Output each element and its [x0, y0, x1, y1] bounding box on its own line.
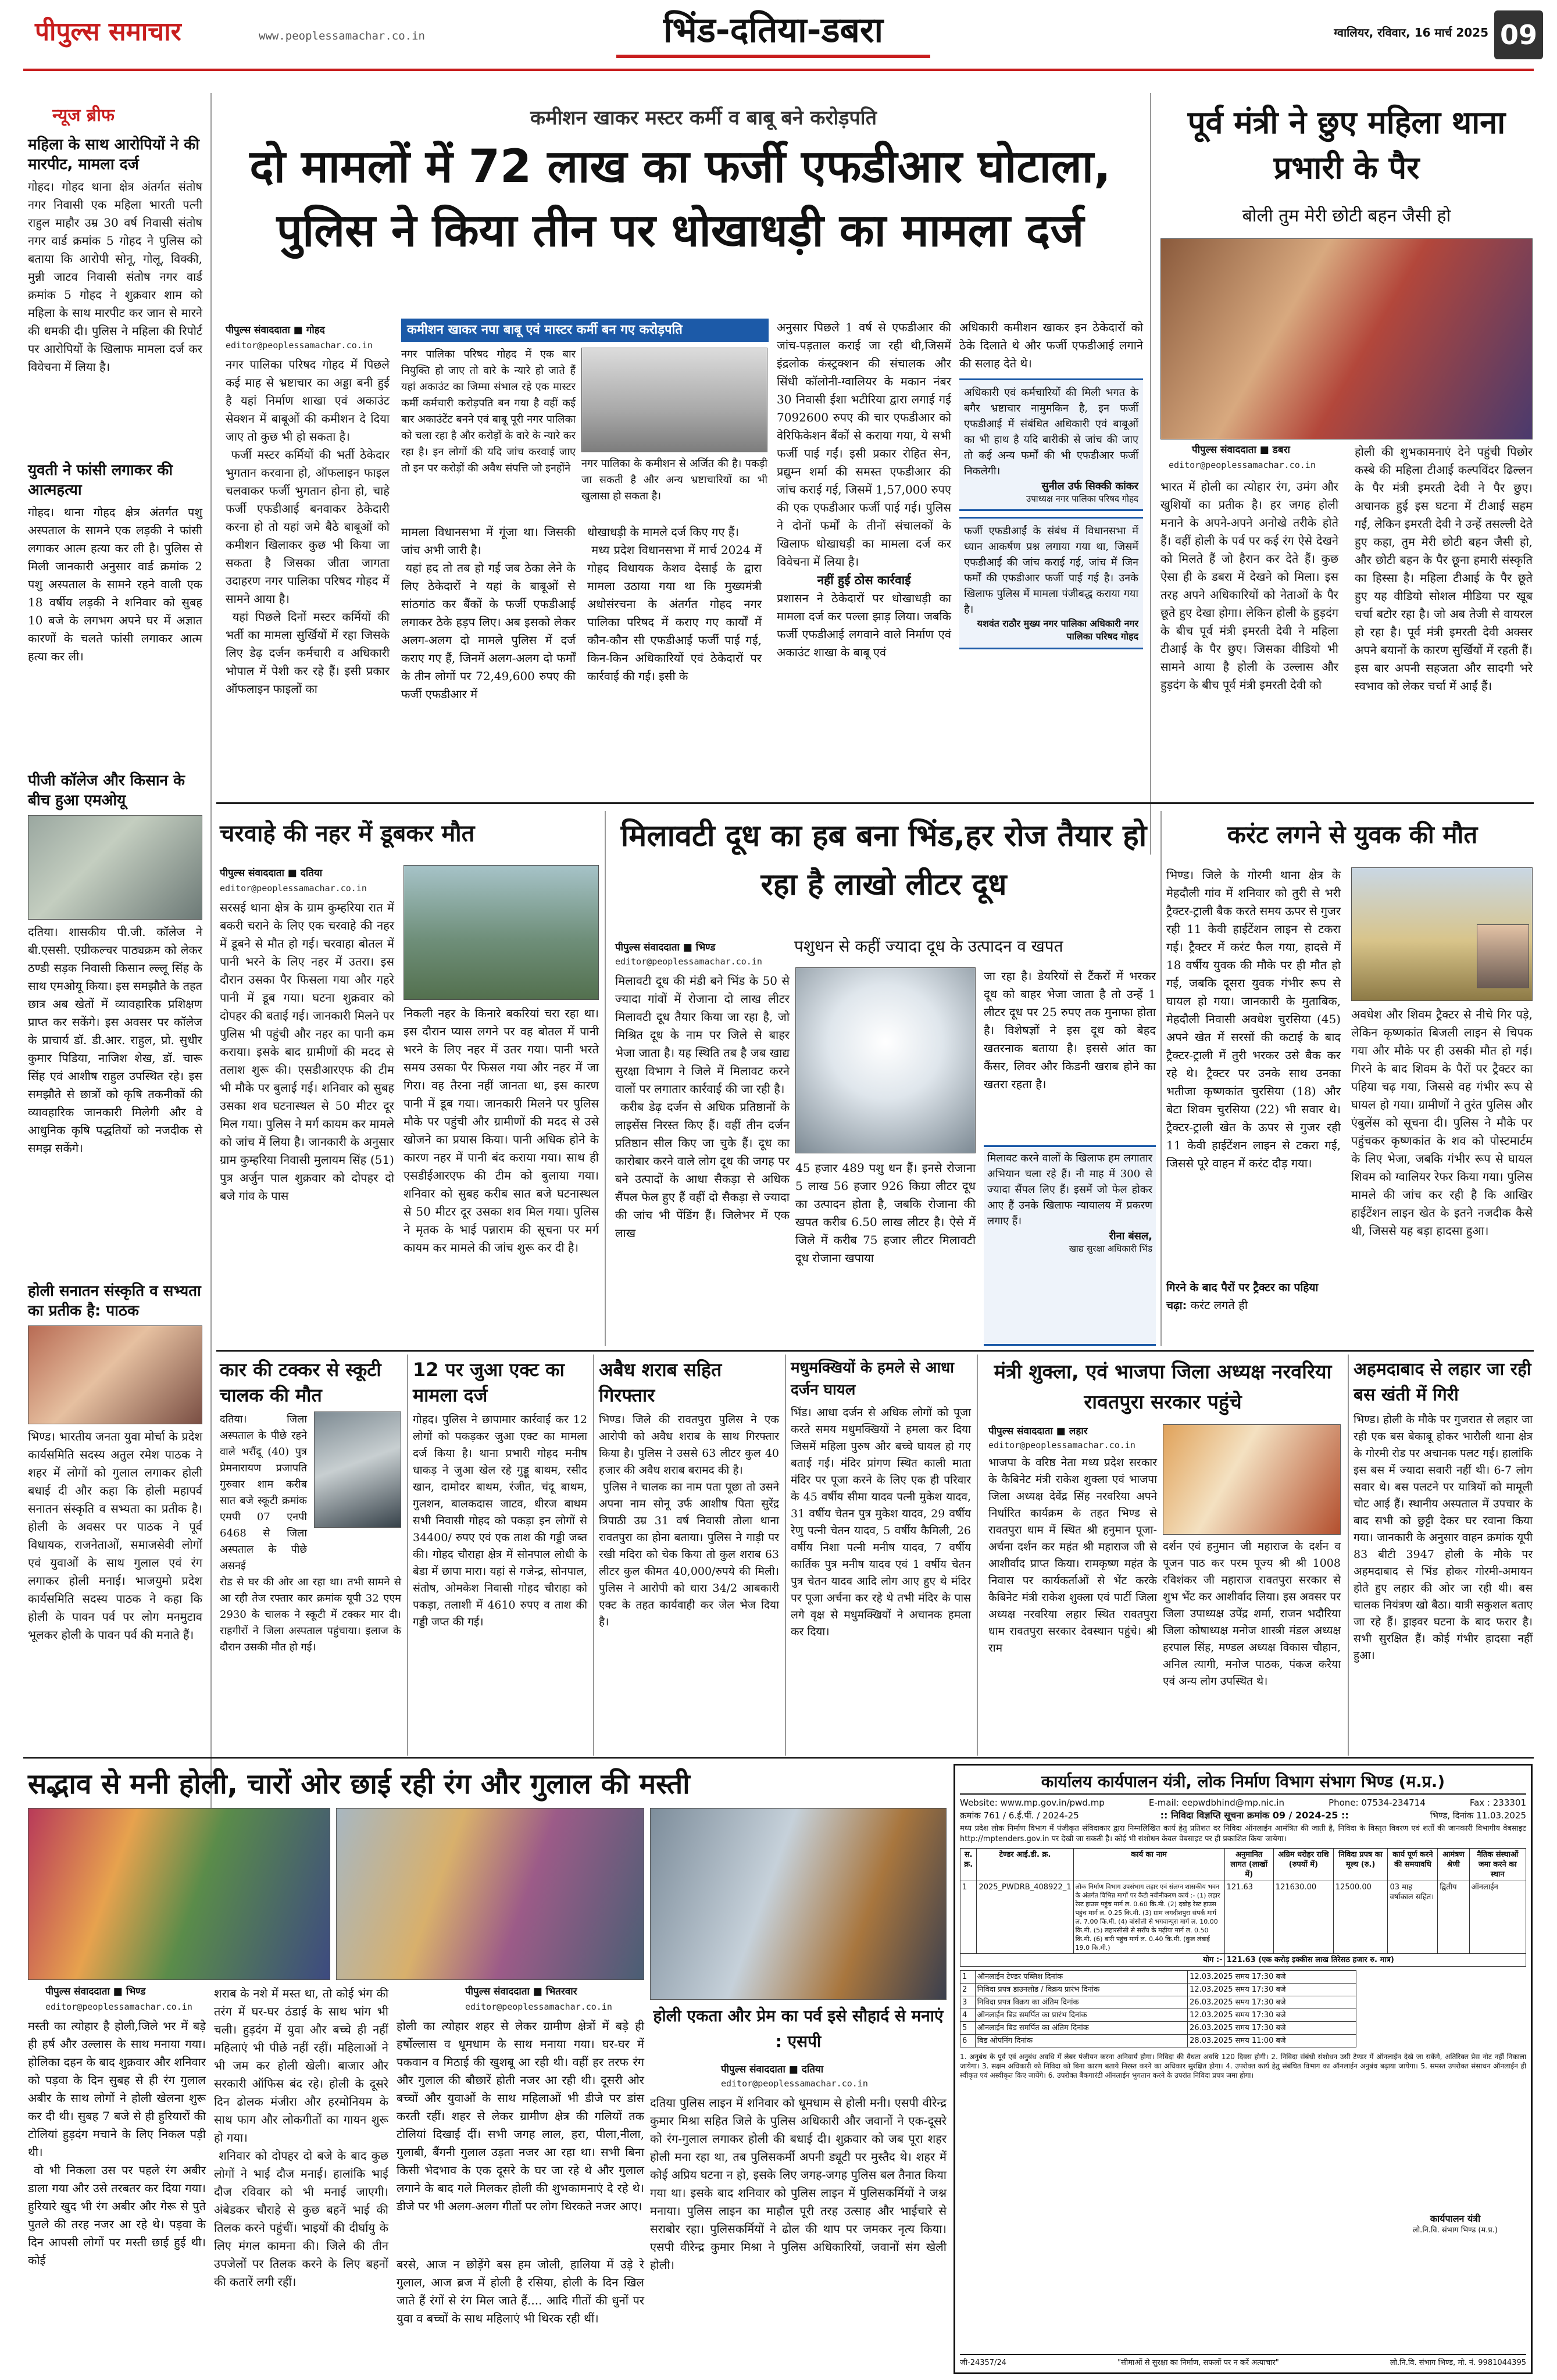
tender-schedule-row: 6 बिड ओपनिंग दिनांक 28.03.2025 समय 11:00 बजे — [960, 2035, 1356, 2047]
newsbrief-2-body: गोहद। थाना गोहद क्षेत्र अंतर्गत पशु अस्पताल के सामने एक लड़की ने फांसी लगाकर आत्म हत्या कर ली है। पुलिस से मिली जानकारी अनुसार वार्ड क्रमांक 2 पशु अस्पताल के सामने रहने वाली एक 18 वर्षीय लड़की ने शनिवार को सुबह 10 बजे के लगभग अपने घर में अज्ञात कारणों के चलते फांसी लगाकर आत्म हत्या कर ली। — [28, 505, 206, 663]
holi-col-3: होली का त्योहार शहर से लेकर ग्रामीण क्षेत्रों में बड़े ही हर्षोल्लास व धूमधाम के साथ मनाया गया। घर-घर में पकवान व मिठाई की खुशबू आ रही थी। वहीं हर तरफ रंग और गुलाल की बौछारें होती नजर आ रही थी। दूसरी ओर बच्चों और युवाओं के साथ महिलाओं भी डीजे पर डांस करती रहीं। शहर से लेकर ग्रामीण क्षेत्र की गलियों तक टोलियां दिखाई दीं। सभी जगह लाल, हरा, पीला,नीला, गुलाबी, बैंगनी गुलाल उड़ता नजर आ रहा था। सभी बिना किसी भेदभाव के एक दूसरे के घर जा रहे थे और गुलाल लगाने के बाद गले मिलकर होली की शुभकामनाएं दे रहे थे। डीजे पर भी अलग-अलग गीतों पर लोग थिरकते नजर आए। — [397, 2019, 644, 2213]
newsbrief-3-title: पीजी कॉलेज और किसान के बीच हुआ एमओयू — [28, 772, 185, 809]
newsbrief-story-1 — [28, 135, 206, 460]
tender-cell: 121630.00 — [1273, 1881, 1333, 1954]
milk-byline: पीपुल्स संवाददाता ■ भिण्ड — [615, 942, 716, 953]
milk-col-1: मिलावटी दूध की मंडी बने भिंड के 50 से ज्यादा गांवों में रोजाना दो लाख लीटर मिलावटी दूध तैयार किया जा रहा है, जो मिश्रित दूध के नाम पर जिले से बाहर भेजा जाता है। यह स्थिति तब है जब खाद्य सुरक्षा विभाग ने जिले में मिलावट करने वालों पर लगातार कार्रवाई की जा रही है। करीब डेढ़ दर्जन से अधिक प्रतिष्ठानों के लाइसेंस निरस्त किए हैं। वहीं तीन दर्जन प्रतिष्ठान सील किए जा चुके हैं। दूध का कारोबार करने वाले लोग दूध की जगह पर बने उत्पादों के आधा सैकड़ा से अधिक सैंपल फेल हुए हैं वहीं दो सैकड़ा से ज्यादा की जांच भी पेंडिंग हैं। जिलेभर में एक लाख — [615, 974, 790, 1240]
lead-col-2c: मामला विधानसभा में गूंजा था। जिसकी जांच अभी जारी है। यहां हद तो तब हो गई जब ठेका लेने के लिए ठेकेदारों ने यहां के बाबूओं से सांठगांठ कर बैंकों के फर्जी एफडीआई लगाकर ठेके हड़प लिए। अब इसको लेकर अलग-अलग दो मामले पुलिस में दर्ज कराए गए हैं, जिनमें अलग-अलग दो फर्मों के तीन लोगों पर 72,49,600 रुपए की फर्जी एफडीआर में — [401, 525, 576, 701]
page-number: 09 — [1494, 10, 1543, 59]
newsbrief-story-2 — [28, 460, 206, 774]
lead-col-5-wrap — [959, 319, 1147, 853]
milk-photo — [795, 967, 976, 1153]
lead-kicker: कमीशन खाकर मस्टर कर्मी व बाबू बने करोड़पति — [530, 106, 877, 130]
minister-col-1: भारत में होली का त्योहार रंग, उमंग और खुशियों का प्रतीक है। हर जगह होली मनाने के अपने-अपने अनोखे तरीके होते हैं। वहीं होली के पर्व पर कई रंग ऐसे देखने को मिलते हैं जो हैरान कर देते हैं। कुछ ऐसा ही के डबरा में देखने को मिला। इस तरह अपने अधिकारियों को नेताओं के पैर छूते हुए देखा होगा। लेकिन होली के हुड़दंग के बीच पूर्व मंत्री इमरती देवी ने महिला टीआई के पैर छुए। जिसका वीडियो भी सामने आया है होली के उल्लास और हुड़दंग के बीच पूर्व मंत्री इमरती देवी को — [1160, 480, 1342, 692]
lead-col-5: अधिकारी कमीशन खाकर इन ठेकेदारों को ठेके दिलाते थे और फर्जी एफडीआई लगाने की सलाह देते थे। — [959, 320, 1147, 370]
holi-byline-1: पीपुल्स संवाददाता ■ भिण्ड — [45, 1986, 146, 1997]
ahmedabad-headline: अहमदाबाद से लहार जा रही बस खंती में गिरी — [1354, 1359, 1531, 1405]
lead-col-3: धोखाधड़ी के मामले दर्ज किए गए हैं। मध्य प्रदेश विधानसभा में मार्च 2024 में गोहद विधायक केशव देसाई के द्वारा मामला उठाया गया था कि मुख्यमंत्री अधोसंरचना के अंतर्गत गोहद नगर पालिका परिषद में कराए गए कार्यों में कौन-कौन सी एफडीआई फर्जी पाई गई, किन-किन अधिकारियों एवं ठेकेदारों पर कार्रवाई की गई। इसी के — [587, 525, 762, 683]
minister-headline: पूर्व मंत्री ने छुए महिला थाना प्रभारी के पैर — [1187, 104, 1506, 186]
holi-col-2: शराब के नशे में मस्त था, तो कोई भंग की तरंग में घर-घर ठंडाई के साथ भांग भी चली। हुड़दंग में युवा और बच्चे ही नहीं महिलाएं भी पीछे नहीं रहीं। महिलाओं ने भी जम कर होली खेली। बाजार और सरकारी ऑफिस बंद रहे। होली के दूसरे दिन ढोलक मंजीरा और हरमोनियम के साथ फाग और लोकगीतों का गायन शुरू हो गया। शनिवार को दोपहर दो बजे के बाद कुछ लोगों ने भाई दौज मनाई। हालांकि भाई दौज रविवार को भी मनाई जाएगी। अंबेडकर चौराहे से कुछ बहनें भाई की तिलक करने पहुंचीं। भाइयों की दीर्घायु के लिए मंगल कामना की। जिले की तीन उपजेलों पर तिलक करने के लिए बहनों की कतारें लगी रहीं। — [214, 1986, 388, 2289]
holi-email-2[interactable]: editor@peoplessamachar.co.in — [465, 2002, 612, 2012]
holi-byline-2: पीपुल्स संवाददाता ■ भितरवार — [465, 1986, 577, 1997]
liquor-headline: अबैध शराब सहित गिरफ्तार — [599, 1359, 722, 1406]
brand-logo: पीपुल्स समाचार — [35, 17, 181, 47]
holi-sp-headline: होली एकता और प्रेम का पर्व इसे सौहार्द से मनाएं : एसपी — [653, 2006, 944, 2051]
shepherd-col-1: सरसई थाना क्षेत्र के ग्राम कुम्हरिया रात में बकरी चराने के लिए एक चरवाहे की नहर में डूबने से मौत हो गई। चरवाहा बोतल में पानी भरने के लिए नहर में उतरा। इस दौरान उसका पैर फिसला गया और गहरे पानी में डूब गया। घटना शुक्रवार को दोपहर की बताई गई। जानकारी मिलने पर पुलिस भी पहुंची और नहर का पानी कम कराया। इसके बाद ग्रामीणों की मदद से तलाश शुरू की। एसडीआरएफ की टीम भी मौके पर बुलाई गई। शनिवार को सुबह उसका शव घटनास्थल से 50 मीटर दूर मिल गया। पुलिस ने मर्ग कायम कर मामले को जांच में लिया है। जानकारी के अनुसार ग्राम कुम्हरिया निवासी मुलायम सिंह (51) पुत्र अर्जुन पाल शुक्रवार को दोपहर दो बजे गांव के पास — [220, 900, 398, 1203]
milk-deck: पशुधन से कहीं ज्यादा दूध के उत्पादन व खपत — [794, 937, 1063, 956]
holi-photo-bhitarwar — [336, 1808, 644, 1980]
milk-col-2b: जा रहा है। डेयरियों से टैंकरों में भरकर दूध को बाहर भेजा जाता है तो उन्हें 1 लीटर दूध पर 25 रुपए तक मुनाफा होता है। विशेषज्ञों ने इस दूध को बेहद खतरनाक बताया है। इससे आंत का कैंसर, लिवर और किडनी खराब होने का खतरा रहता है। — [984, 969, 1160, 1091]
tender-schedule-row: 3 निविदा प्रपत्र विक्रय का अंतिम दिनांक 26.03.2025 समय 17:30 बजे — [960, 1996, 1356, 2009]
tender-col-header: अग्रिम धरोहर राशि (रुपयों में) — [1273, 1849, 1333, 1881]
masthead-rule — [23, 69, 1534, 71]
tender-schedule-row: 5 ऑनलाईन बिड समर्पित का अंतिम दिनांक 26.03.2025 समय 17:30 बजे — [960, 2022, 1356, 2035]
lead-sidebar-title: कमीशन खाकर नपा बाबू एवं मास्टर कर्मी बन गए करोड़पति — [401, 319, 769, 342]
tender-fax: Fax : 233301 — [1469, 1797, 1526, 1808]
car-story — [220, 1357, 405, 1764]
tender-cell: 121.63 — [1224, 1881, 1273, 1954]
tender-notice — [954, 1764, 1533, 2374]
tender-signature — [1385, 2213, 1525, 2236]
lead-col-2a: नगर पालिका परिषद गोहद में एक बार नियुक्ति हो जाए तो वारे के न्यारे हो जाते हैं यहां अकाउंट का जिम्मा संभाल रहे एक मास्टर कर्मी कर्मचारी करोड़पति बन गया है वहीं कई बार अकाउंटेंट बनने एवं बाबू पूरी नगर पालिका को चला रहा है और करोड़ों के वारे के न्यारे कर रहा है। इन लोगों की यदि जांच करवाई जाए तो इन पर करोड़ों की अवैध संपत्ति जो इनहोंने — [401, 348, 579, 474]
tender-notice-no: :: निविदा विज्ञप्ति सूचना क्रमांक 09 / 2024-25 :: — [1160, 1810, 1349, 1821]
lead-col-4: अनुसार पिछले 1 वर्ष से एफडीआर की जांच-पड़ताल कराई जा रही थी,जिसमें इंद्रलोक कंस्ट्रक्शन की संचालक और सिंधी कॉलोनी-ग्वालियर के मकान नंबर 30 निवासी ईशा भटीरिया द्वारा लगाई गई 7092600 रुपए की चार एफडीआर को वेरिफिकेशन बैंकों से कराया गया, ये सभी फर्जी पाई गईं। इसी प्रकार रोहित सेन, प्रद्युम्न शर्मा की समस्त एफडीआर की जांच कराई गई, जिसमें 1,57,000 रुपए की एक एफडीआर फर्जी पाई गई। पुलिस ने दोनों फर्मों के तीनों संचालकों के खिलाफ धोखाधड़ी का मामला दर्ज कर विवेचना में लिया है। — [777, 320, 955, 569]
milk-email[interactable]: editor@peoplessamachar.co.in — [615, 956, 762, 967]
gamble-story — [413, 1357, 591, 1764]
section-rule-2 — [216, 1350, 1534, 1352]
shukla-email[interactable]: editor@peoplessamachar.co.in — [988, 1440, 1135, 1450]
newsbrief-4-title: होली सनातन संस्कृति व सभ्यता का प्रतीक है: पाठक — [28, 1282, 201, 1320]
minister-deck: बोली तुम मेरी छोटी बहन जैसी हो — [1242, 206, 1451, 226]
bees-body: भिंड। आधा दर्जन से अधिक लोगों को पूजा करते समय मधुमक्खियों ने हमला कर दिया जिसमें महिला पुरुष और बच्चे घायल हो गए बताई गई। मंदिर प्रांगण स्थित काली माता मंदिर पर पूजा करने के लिए एक ही परिवार के 45 वर्षीय सीमा यादव पत्नी मुकेश यादव, 31 वर्षीय चेतन पुत्र मुकेश यादव, 29 वर्षीय रेणु पत्नी चेतन यादव, 5 वर्षीय कैमिली, 26 वर्षीय निशा पत्नी मनीष यादव, 7 वर्षीय कार्तिक पुत्र मनीष यादव एवं 1 वर्षीय चेतन पुत्र चेतन यादव आदि लोग आए हुए थे मंदिर पर पूजा अर्चना कर रहे थे तभी मंदिर के पास लगे वृक्ष से मधुमक्खियों ने अचानक हमला कर दिया। — [791, 1406, 975, 1638]
minister-byline: पीपुल्स संवाददाता ■ डबरा — [1192, 444, 1290, 456]
liquor-body: भिण्ड। जिले की रावतपुरा पुलिस ने एक आरोपी को अवैध शराब के साथ गिरफ्तार किया है। पुलिस ने उससे 63 लीटर कुल 40 हजार की अवैध शराब बरामद की है। पुलिस ने चालक का नाम पता पूछा तो उसने अपना नाम सोनू उर्फ आशीष पिता सुरेंद्र त्रिपाठी उम्र 31 वर्ष निवासी तोला थाना रावतपुरा का होना बताया। पुलिस ने गाड़ी पर रखी मदिरा को चेक किया तो कुल शराब 63 लीटर कुल कीमत 40,000/रुपये की मिली। पुलिस ने आरोपी को धारा 34/2 आबकारी एक्ट के तहत कार्यवाही कर जेल भेज दिया है। — [599, 1413, 779, 1628]
brand-url[interactable]: www.peoplessamachar.co.in — [259, 30, 425, 42]
shepherd-byline: पीपुल्स संवाददाता ■ दतिया — [220, 867, 323, 879]
tender-sign-sub: लो.नि.वि. संभाग भिण्ड (म.प्र.) — [1413, 2226, 1498, 2235]
tender-footer-contact: लो.नि.वि. संभाग भिण्ड, मो. नं. 9981044395 — [1390, 2358, 1526, 2367]
holi-email-3[interactable]: editor@peoplessamachar.co.in — [721, 2078, 868, 2089]
bees-headline: मधुमक्खियों के हमले से आधा दर्जन घायल — [791, 1359, 954, 1399]
shukla-col-2: दर्शन एवं हनुमान जी महाराज के दर्शन व पूजन पाठ कर परम पूज्य श्री श्री 1008 रविशंकर जी महाराज रावतपुरा सरकार से शुभ भेंट कर आशीर्वाद लिया। इस अवसर पर जिला उपाध्यक्ष उपेंद्र शर्मा, राजन भदौरिया जिला कोषाध्यक्ष मनोज शास्त्री मंडल अध्यक्ष हरपाल सिंह, मण्डल अध्यक्ष विकास चौहान, अनिल त्यागी, मनोज पाठक, पंकज करैया एवं अन्य लोग उपस्थित थे। — [1163, 1540, 1345, 1688]
lead-col-4b: प्रशासन ने ठेकेदारों पर धोखाधड़ी का मामला दर्ज कर पल्ला झाड़ लिया। जबकि फर्जी एफडीआई लगवाने वाले निर्माण एवं अकाउंट शाखा के बाबू एवं — [777, 591, 955, 659]
tender-schedule-row: 2 निविदा प्रपत्र डाउनलोड / विक्रय प्रारंभ दिनांक 12.03.2025 समय 17:30 बजे — [960, 1984, 1356, 1996]
scooter-photo — [314, 1411, 401, 1528]
mou-photo — [28, 815, 202, 920]
tender-cell: ऑनलाईन — [1469, 1881, 1526, 1954]
tender-sign-title: कार्यपालन यंत्री — [1430, 2213, 1481, 2224]
tender-intro: मध्य प्रदेश लोक निर्माण विभाग में पंजीकृत संविदाकार द्वारा निम्नलिखित कार्य हेतु प्रतिशत दर निविदा ऑनलाईन आमंत्रित की जाती है, निविदा के विस्तृत विवरण एवं शर्तों की जानकारी विभागीय वेबसाइट http://mptenders.gov.in पर देखी जा सकती है। कोई भी संशोधन केवल वेबसाइट पर ही प्रकाशित किया जायेगा। — [960, 1824, 1526, 1843]
current-subtail: करंट लगते ही — [1187, 1298, 1248, 1312]
tender-col-header: टेण्डर आई.डी. क्र. — [977, 1849, 1073, 1881]
bees-story — [791, 1357, 975, 1764]
milk-quote — [984, 1145, 1156, 1346]
tender-ref-row — [960, 1810, 1526, 1821]
holi-col-4: बरसे, आज न छोड़ेंगे बस हम जोली, हालिया में उड़े रे गुलाल, आज ब्रज में होली है रसिया, होली के दिन खिल जाते हैं रंगों से रंग मिल जाते हैं.... आदि गीतों की धुनों पर युवा व बच्चों के साथ महिलाएं भी थिरक रही थीं। — [397, 2257, 648, 2325]
holi-byline-3: पीपुल्स संवाददाता ■ दतिया — [721, 2064, 824, 2075]
tender-title: कार्यालय कार्यपालन यंत्री, लोक निर्माण विभाग संभाग भिण्ड (म.प्र.) — [960, 1770, 1526, 1795]
liquor-story — [599, 1357, 779, 1764]
gamble-divider — [593, 1355, 594, 1756]
tender-phone: Phone: 07534-234714 — [1329, 1797, 1426, 1808]
car-body-1: दतिया। जिला अस्पताल के पीछे रहने वाले भरौंदू (40) पुत्र प्रेमनारायण प्रजापति गुरुवार शाम करीब सात बजे स्कूटी क्रमांक एमपी 07 एनपी 6468 से जिला अस्पताल के पीछे असनई — [220, 1413, 310, 1572]
gamble-body: गोहद। पुलिस ने छापामार कार्रवाई कर 12 लोगों को पकड़कर जुआ एक्ट का मामला दर्ज किया है। थाना प्रभारी गोहद मनीष धाकड़ ने जुआ खेल रहे गुड्डू बाथम, रसीद खान, दामोदर बाथम, रंजीत, चंदू बाथम, गुलशन, बालकदास जाटव, धीरज बाथम सभी निवासी गोहद को पकड़ा इन लोगों से 34400/ रुपए एवं एक ताश की गड्डी जब्त की। गोहद चौराहा क्षेत्र में सोनपाल लोधी के बेडा में छापा मारा। यहां से गजेन्द्र, सोनपाल, संतोष, ओमकेश निवासी गोहद चौराहा को पकड़ा, तलाशी में 4610 रुपए व ताश की गड्डी जप्त की गई। — [413, 1413, 591, 1628]
tender-cell: 03 माह वर्षाकाल सहित। — [1388, 1881, 1438, 1954]
milk-quote-text: मिलावट करने वालों के खिलाफ हम लगातार अभियान चला रहे हैं। नौ माह में 300 से ज्यादा सैंपल लिए हैं। इसमें जो फेल होकर आए हैं उनके खिलाफ न्यायालय में प्रकरण लगाए हैं। — [987, 1152, 1156, 1227]
lead-quote-2 — [959, 517, 1143, 649]
tender-footer-slogan: "सीमाओं से सुरक्षा का निर्माण, सफलों पर न करें अत्याचार" — [1117, 2358, 1279, 2367]
tender-cell: 12500.00 — [1333, 1881, 1388, 1954]
tender-cell: 1 — [960, 1881, 977, 1954]
milk-divider — [1160, 811, 1162, 1346]
holi-banner: सद्भाव से मनी होली, चारों ओर छाई रही रंग और गुलाल की मस्ती — [28, 1768, 690, 1800]
canal-photo — [403, 865, 599, 1000]
newsbrief-1-title: महिला के साथ आरोपियों ने की मारपीट, मामला दर्ज — [28, 136, 199, 173]
tender-table — [960, 1848, 1526, 1967]
current-col-1: भिण्ड। जिले के गोरमी थाना क्षेत्र के मेहदौली गांव में शनिवार को तुरी से भरी ट्रैक्टर-ट्राली बैक करते समय ऊपर से गुजर रही 11 केवी हाईटेंशन लाइन से टकरा गई। ट्रैक्टर में करंट फैल गया, हादसे में 18 वर्षीय युवक की मौके पर ही मौत हो गई, जबकि दूसरा युवक गंभीर रूप से घायल हो गया। जानकारी के मुताबिक, मेहदौली निवासी अवधेश चुरसिया (45) अपने खेत में सरसों की कटाई के बाद ट्रैक्टर-ट्राली में तुरी भरकर उसे बैक कर रहे थे। ट्रैक्टर पर उनके साथ उनका भतीजा कृष्णकांत चुरसिया (18) और बेटा शिवम चुरसिया (22) भी सवार थे। ट्रैक्टर-ट्राली खेत के ऊपर से गुजर रही 11 केवी हाईटेंशन लाइन से टकरा गई, जिससे पूरे वाहन में करंट दौड़ गया। — [1166, 868, 1345, 1170]
ahmedabad-body: भिण्ड। होली के मौके पर गुजरात से लहार जा रही एक बस बेकाबू होकर भारौली थाना क्षेत्र के गोरमी रोड पर अचानक पलट गई। हालांकि इस बस में ज्यादा सवारी नहीं थी। 6-7 लोग सवार थे। बस पलटने पर यात्रियों को मामूली चोट आई हैं। स्थानीय अस्पताल में उपचार के बाद सभी को छुट्टी देकर घर रवाना किया गया। जानकारी के अनुसार वाहन क्रमांक यूपी 83 बीटी 3947 होली के मौके पर अहमदाबाद से भिंड होकर गोरमी-अमायन होते हुए लहार की ओर जा रही थी। बस चालक नियंत्रण खो बैठा। यात्री सकुशल बताए जा रहे हैं। ड्राइवर घटना के बाद फरार है। सभी सुरक्षित हैं। कोई गंभीर हादसा नहीं हुआ। — [1354, 1413, 1537, 1662]
tender-email[interactable]: E-mail: eepwdbhind@mp.nic.in — [1148, 1797, 1285, 1808]
lead-col-4-wrap — [777, 319, 955, 853]
current-subhead: गिरने के बाद पैरों पर ट्रैक्टर का पहिया चढ़ा: — [1166, 1281, 1319, 1312]
car-divider — [407, 1355, 408, 1756]
current-portrait — [1477, 924, 1529, 988]
holi-email-1[interactable]: editor@peoplessamachar.co.in — [45, 2002, 192, 2012]
tender-col-header: स. क्र. — [960, 1849, 977, 1881]
milk-headline: मिलावटी दूध का हब बना भिंड,हर रोज तैयार हो रहा है लाखो लीटर दूध — [620, 819, 1147, 902]
lead-quote-2-by: यशवंत राठौर मुख्य नगर पालिका अधिकारी नगर पालिका परिषद गोहद — [977, 618, 1138, 642]
milk-quote-by: रीना बंसल, — [1109, 1230, 1152, 1242]
holi-col-5: दतिया पुलिस लाइन में शनिवार को धूमधाम से होली मनी। एसपी वीरेन्द्र कुमार मिश्रा सहित जिले के पुलिस अधिकारी और जवानों ने एक-दूसरे को रंग-गुलाल लगाकर होली की बधाई दी। शुक्रवार को जब पूरा शहर होली मना रहा था, तब पुलिसकर्मी अपनी ड्यूटी पर मुस्तैद थे। शहर में कोई अप्रिय घटना न हो, इसके लिए जगह-जगह पुलिस बल तैनात किया गया था। इसके बाद शनिवार को पुलिस लाइन में पुलिसकर्मियों ने जश्न मनाया। पुलिस लाइन का माहौल पूरी तरह उत्साह और भाईचारे से सराबोर रहा। पुलिसकर्मियों ने ढोल की थाप पर जमकर नृत्य किया। एसपी वीरेन्द्र कुमार मिश्रा ने पुलिस अधिकारियों, जवानों संग खेली होली। — [650, 2096, 951, 2272]
lead-col-1: नगर पालिका परिषद गोहद में पिछले कई माह से भ्रष्टाचार का अड्डा बनी हुई है यहां निर्माण शाखा एवं अकाउंट सेक्शन में बाबूओं की कमीशन दे दिया जाए तो कुछ भी हो सकता है। फर्जी मस्टर कर्मियों की भर्ती ठेकेदार भुगतान करवाना हो, ऑफलाइन फाइल चलवाकर फर्जी भुगतान होना हो, चाहे फर्जी एफडीआई बनवाकर ठेकेदारी करना हो तो यहां जमे बैठे बाबूओं को कमीशन खिलाकर कुछ भी किया जा सकता है जिसका जीता जागता उदाहरण नगर पालिका परिषद गोहद में सामने आया है। यहां पिछले दिनों मस्टर कर्मियों की भर्ती का मामला सुर्खियों में रहा जिसके लिए डेढ़ दर्जन कर्मचारी व अधिकारी भोपाल में पेशी कर रहे हैं। इसी प्रकार ऑफलाइन फाइलों का — [226, 358, 390, 696]
section-rule-3 — [23, 1757, 1534, 1759]
newsbrief-1-body: गोहद। गोहद थाना क्षेत्र अंतर्गत संतोष नगर निवासी एक महिला भारती पत्नी राहुल माहौर उम्र 30 वर्ष निवासी संतोष नगर वार्ड क्रमांक 5 गोहद ने पुलिस को बताया कि आरोपी सोनू, गोलू, विक्की, मुन्नी जाटव निवासी संतोष नगर वार्ड क्रमांक 5 गोहद ने शुक्रवार शाम को महिला के साथ मारपीट कर जान से मारने की धमकी दी। पुलिस ने महिला की रिपोर्ट पर आरोपियों के खिलाफ मामला दर्ज कर विवेचना में लिया है। — [28, 180, 206, 374]
dateline: ग्वालियर, रविवार, 16 मार्च 2025 — [1334, 26, 1488, 40]
tender-col-header: निविदा प्रपत्र का मूल्य (रु.) — [1333, 1849, 1388, 1881]
gamble-headline: 12 पर जुआ एक्ट का मामला दर्ज — [413, 1359, 565, 1406]
tender-schedule — [960, 1970, 1356, 2047]
tender-footer — [960, 2354, 1526, 2369]
shukla-divider — [1348, 1355, 1349, 1756]
lead-sidebar — [401, 319, 769, 516]
lead-headline: दो मामलों में 72 लाख का फर्जी एफडीआर घोटाला, पुलिस ने किया तीन पर धोखाधड़ी का मामला दर्ज — [249, 141, 1111, 257]
tender-col-header: कार्य का नाम — [1073, 1849, 1224, 1881]
holi-photo-datia — [650, 1808, 947, 2000]
section-title-box — [616, 7, 930, 58]
left-column-divider — [210, 93, 212, 1953]
tender-col-header: नैतिक संस्थाओं जमा करने का स्थान — [1469, 1849, 1526, 1881]
current-col-2: अवधेश और शिवम ट्रैक्टर से नीचे गिर पड़े, लेकिन कृष्णकांत बिजली लाइन से चिपक गया और मौके पर ही उसकी मौत हो गई। गिरने के बाद शिवम के पैरों पर ट्रैक्टर का पहिया चढ़ गया, जिससे वह गंभीर रूप से घायल हो गया। ग्रामीणों ने तुरंत पुलिस और एंबुलेंस को सूचना दी। पुलिस ने मौके पर पहुंचकर कृष्णकांत के शव को पोस्टमार्टम के लिए भेजा, जबकि गंभीर रूप से घायल शिवम को ग्वालियर रेफर किया गया। पुलिस मामले की जांच कर रही है कि आखिर हाईटेंशन लाइन खेत के इतने नजदीक कैसे थी, जिससे यह बड़ा हादसा हुआ। — [1351, 1007, 1537, 1238]
tender-schedule-row: 4 ऑनलाईन बिड समर्पित का प्रारंभ दिनांक 12.03.2025 समय 17:30 बजे — [960, 2009, 1356, 2022]
tender-cell: 2025_PWDRB_408922_1 — [977, 1881, 1073, 1954]
lead-byline: पीपुल्स संवाददाता ■ गोहद — [226, 324, 325, 336]
tender-cell: द्वितीय — [1438, 1881, 1469, 1954]
lead-col-2b: नगर पालिका के कमीशन से अर्जित की है। पकड़ी जा सकती है और अन्य भ्रष्टाचारियों का भी खुलासा हो सकता है। — [581, 458, 771, 502]
tender-schedule-row: 1 ऑनलाईन टेण्डर पब्लिश दिनांक 12.03.2025 समय 17:30 बजे — [960, 1971, 1356, 1984]
liquor-divider — [785, 1355, 786, 1756]
lead-building-photo — [581, 348, 767, 452]
shepherd-headline: चरवाहे की नहर में डूबकर मौत — [220, 820, 475, 847]
section-rule-1 — [216, 802, 1534, 804]
shepherd-divider — [605, 811, 606, 1346]
tender-total-label: योग :- — [960, 1954, 1225, 1967]
section-title: भिंड-दतिया-डबरा — [663, 10, 883, 51]
minister-col-2: होली की शुभकामनाएं देने पहुंची पिछोर कस्बे की महिला टीआई कल्पविंदर ढिल्लन के पैर मंत्री इमरती देवी ने पैर छुए। अचानक हुई इस घटना में टीआई सहम गईं, लेकिन इमरती देवी ने उन्हें तसल्ली देते हुए कहा, तुम मेरी छोटी बहन जैसी हो, और छोटी बहन के पैर छूना हमारी संस्कृति का हिस्सा है। महिला टीआई के पैर छूते हुए यह वीडियो सोशल मीडिया पर खूब चर्चा बटोर रहा है। जो अब तेजी से वायरल हो रहा है। पूर्व मंत्री इमरती देवी अक्सर अपने बयानों के कारण सुर्खियों में रहती हैं। इस बार अपनी सहजता और सादगी भरे स्वभाव को लेकर चर्चा में आईं हैं। — [1355, 445, 1537, 693]
lead-quote-1 — [959, 378, 1143, 511]
bees-divider — [977, 1355, 978, 1756]
ahmedabad-story — [1354, 1357, 1537, 1764]
tender-col-header: कार्य पूर्ण करने की समयावधि — [1388, 1849, 1438, 1881]
lead-right-divider — [1150, 93, 1151, 855]
minister-photo — [1160, 238, 1533, 439]
masthead — [0, 0, 1557, 70]
lead-email[interactable]: editor@peoplessamachar.co.in — [226, 340, 373, 351]
shukla-photo — [1163, 1424, 1341, 1535]
current-subhead-wrap — [1166, 1279, 1341, 1343]
newsbrief-3-body: दतिया। शासकीय पी.जी. कॉलेज ने बी.एससी. एग्रीकल्चर पाठ्यक्रम को लेकर ठण्डी सड़क निवासी किसान ल्ल्लू सिंह के साथ एमओयू किया। इस समझौते के तहत छात्र अब खेतों में व्यावहारिक प्रशिक्षण प्राप्त कर सकेंगे। इस अवसर पर कॉलेज के प्राचार्य डॉ. डी.आर. राहुल, प्रो. सुधीर कुमार पिडिया, नाजिश शेख, डॉ. चारू सिंह एवं आशीष राहुल उपस्थित रहे। इस समझौते से छात्रों को कृषि तकनीकों की व्यावहारिक जानकारी मिलेगी और वे आधुनिक कृषि पद्धतियों को नजदीक से समझ सकेंगे। — [28, 925, 206, 1155]
shukla-byline: पीपुल्स संवाददाता ■ लहार — [988, 1425, 1088, 1437]
tender-contact-row — [960, 1797, 1526, 1809]
tender-col-header: अनुमानित लागत (लाखों में) — [1224, 1849, 1273, 1881]
milk-col-2a: 45 हजार 489 पशु धन हैं। इनसे रोजाना 5 लाख 56 हजार 926 किग्रा लीटर दूध का उत्पादन होता है, जबकि रोजाना की खपत करीब 6.50 लाख लीटर है। ऐसे में जिले में करीब 75 हजार लीटर मिलावटी दूध रोजाना खपाया — [795, 1161, 980, 1265]
newsbrief-label: न्यूज ब्रीफ — [52, 105, 115, 126]
tender-date: भिण्ड, दिनांक 11.03.2025 — [1430, 1810, 1526, 1821]
shepherd-col-2: निकली नहर के किनारे बकरियां चरा रहा था। इस दौरान प्यास लगने पर वह बोतल में पानी भरने के लिए नहर में उतर गया। पानी भरते समय उसका पैर फिसल गया और नहर में जा गिरा। वह तैरना नहीं जानता था, इस कारण पानी में डूब गया। जानकारी मिलने पर पुलिस मौके पर पहुंची और ग्रामीणों की मदद से उसे खोजने का प्रयास किया। पानी अधिक होने के कारण नहर में पानी बंद कराया गया। साथ ही एसडीईआरएफ की टीम को बुलाया गया। शनिवार को सुबह करीब सात बजे घटनास्थल से 50 मीटर दूर उसका शव मिल गया। पुलिस ने मृतक के भाई पन्नाराम की सूचना पर मर्ग कायम कर मामले की जांच शुरू कर दी है। — [403, 1006, 603, 1255]
tender-notes: 1. अनुबंध के पूर्व एवं अनुबंध अवधि में लेबर पंजीयन करना अनिवार्य होगा। निविदा की वैधता अवधि 120 दिवस होगी। 2. निविदा संबंधी संशोधन उसी टेण्डर में ऑनलाईन देखे जा सकेंगे, अतिरिक्त प्रेस नोट नहीं निकाला जायेगा। 3. सक्षम अधिकारी को निविदा को बिना कारण बताये निरस्त करने का अधिकार सुरक्षित होगा। 4. उपरोक्त कार्य हेतु संबंधित विभाग का ऑनलाईन अनुबंध बढ़ाया जायेगा। 5. समस्त उपरोक्त संसाधन ऑनलाईन ही स्वीकृत एवं अस्वीकृत किए जायेंगे। 6. उपरोक्त बैंकगारंटी ऑनलाईन भुगतान करने के उपरांत निविदा प्रपत्र जमा होगा। — [960, 2053, 1526, 2079]
shukla-headline: मंत्री शुक्ला, एवं भाजपा जिला अध्यक्ष नरवरिया रावतपुरा सरकार पहुंचे — [994, 1360, 1332, 1414]
milk-quote-role: खाद्य सुरक्षा अधिकारी भिंड — [1069, 1243, 1152, 1254]
lead-quote-1-by: सुनील उर्फ सिक्की कांकर — [1041, 480, 1138, 492]
tender-website[interactable]: Website: www.mp.gov.in/pwd.mp — [960, 1797, 1105, 1808]
tender-ref: क्रमांक 761 / 6.ई.पीं. / 2024-25 — [960, 1810, 1079, 1821]
pathak-photo — [28, 1325, 202, 1424]
car-body-2: रोड से घर की ओर आ रहा था। तभी सामने से आ रही तेज रफ्तार कार क्रमांक यूपी 32 एएम 2930 के चालक ने स्कूटी में टक्कर मार दी। राहगीरों ने जिला अस्पताल पहुंचाया। इलाज के दौरान उसकी मौत हो गई। — [220, 1576, 405, 1653]
shukla-col-1: भाजपा के वरिष्ठ नेता मध्य प्रदेश सरकार के कैबिनेट मंत्री राकेश शुक्ला एवं भाजपा जिला अध्यक्ष देवेंद्र सिंह नरवरिया अपने निर्धारित कार्यक्रम के तहत भिण्ड से रावतपुरा धाम में स्थित श्री हनुमान पूजा-अर्चना दर्शन कर महंत श्री महाराज जी से आशीर्वाद प्राप्त किया। रामकृष्ण महंत के निवास पर कार्यकर्ताओं से भेंट करके कैबिनेट मंत्री राकेश शुक्ला एवं पार्टी जिला अध्यक्ष नरवरिया लहार स्थित रावतपुरा धाम रावतपुरा सरकार देवस्थान पहुंचे। श्री राम — [988, 1456, 1161, 1654]
current-headline: करंट लगने से युवक की मौत — [1227, 820, 1478, 849]
newsbrief-2-title: युवती ने फांसी लगाकर की आत्महत्या — [28, 462, 173, 499]
lead-sub-heading: नहीं हुई ठोस कार्रवाई — [817, 573, 911, 587]
tender-col-header: आमंत्रण श्रेणी — [1438, 1849, 1469, 1881]
minister-email[interactable]: editor@peoplessamachar.co.in — [1169, 460, 1316, 470]
holi-photo-bhind — [28, 1808, 330, 1980]
holi-col-1: मस्ती का त्योहार है होली,जिले भर में बड़े ही हर्ष और उल्लास के साथ मनाया गया। होलिका दहन के बाद शुक्रवार और शनिवार को पड़वा के दिन सुबह से ही रंग गुलाल अबीर के साथ लोगों ने होली खेलना शुरू कर दी थी। सुबह 7 बजे से ही हुरियारों की टोलियां हुड़दंग मचाने के लिए निकल पड़ी थी। वो भी निकला उस पर पहले रंग अबीर डाला गया और उसे तरबतर कर दिया गया। हुरियारे खुद भी रंग अबीर और गेरू से पुते पुतले की तरह नजर आ रहे थे। पड़वा के दिन आपसी लोगों पर मस्ती छाई हुई थी। कोई — [28, 2019, 206, 2267]
tender-footer-code: जी-24357/24 — [960, 2358, 1006, 2367]
newsbrief-story-3 — [28, 771, 206, 1294]
lead-quote-2-text: फर्जी एफडीआईं के संबंध में विधानसभा में ध्यान आकर्षण प्रश्न लगाया गया था, जिसमें एफडीआई की जांच कराई गई, जांच में जिन फर्मों की एफडीआर फर्जी पाई गई है। उनके खिलाफ पुलिस में मामला पंजीबद्ध कराया गया है। — [964, 525, 1142, 616]
newsbrief-4-body: भिण्ड। भारतीय जनता युवा मोर्चा के प्रदेश कार्यसमिति सदस्य अतुल रमेश पाठक ने शहर में लोगों को गुलाल लगाकर होली बधाई दी और कहा कि होली महापर्व सनातन संस्कृति व सभ्यता का प्रतीक है। होली के अवसर पर पाठक ने पूर्व विधायक, राजनेताओं, समाजसेवी लोगों एवं युवाओं के साथ गुलाल एवं रंग लगाकर होली मनाई। भाजयुमो प्रदेश कार्यसमिति सदस्य पाठक ने कहा कि होली के पावन पर्व पर लोग मनमुटाव भूलकर होली के पावन पर्व की मनाते हैं। — [28, 1430, 206, 1642]
shepherd-email[interactable]: editor@peoplessamachar.co.in — [220, 883, 367, 894]
lead-quote-1-text: अधिकारी एवं कर्मचारियों की मिली भगत के बगैर भ्रष्टाचार नामुमकिन है, इन फर्जी एफडीआई में संबंधित अधिकारी एवं बाबूओं का भी हाथ है यदि बारीकी से जांच की जाए तो कई अन्य फर्मों की भी एफडीआर फर्जी निकलेगी। — [964, 387, 1142, 477]
car-headline: कार की टक्कर से स्कूटी चालक की मौत — [220, 1359, 381, 1406]
tender-cell: लोक निर्माण विभाग उपसंभाग लहार एवं संलग्न शासकीय भवन के अंतर्गत विभिन्न मार्गों पर कैटी नवीनीकरण कार्य :- (1) लहार रेस्ट हाउस पहुंच मार्ग ल. 0.60 कि.मी. (2) दबोह रेस्ट हाउस पहुंच मार्ग ल. 0.25 कि.मी. (3) ग्राम जगदीशपुरा संपर्क मार्ग ल. 7.00 कि.मी. (4) बांसोली से भगवान्पुरा मार्ग ल. 10.00 कि.मी. (5) लहारसीसी से सराँय के मढ़ीया मार्ग ल. 0.50 कि.मी. (6) बारी पहुंच मार्ग ल. 0.40 कि.मी. (कुल लंबाई 19.0 कि.मी.) — [1073, 1881, 1224, 1954]
lead-quote-1-role: उपाध्यक्ष नगर पालिका परिषद गोहद — [1026, 494, 1138, 504]
tender-total-value: 121.63 (एक करोड़ इक्कीस लाख तिरेसठ हजार रु. मात्र) — [1224, 1954, 1526, 1967]
